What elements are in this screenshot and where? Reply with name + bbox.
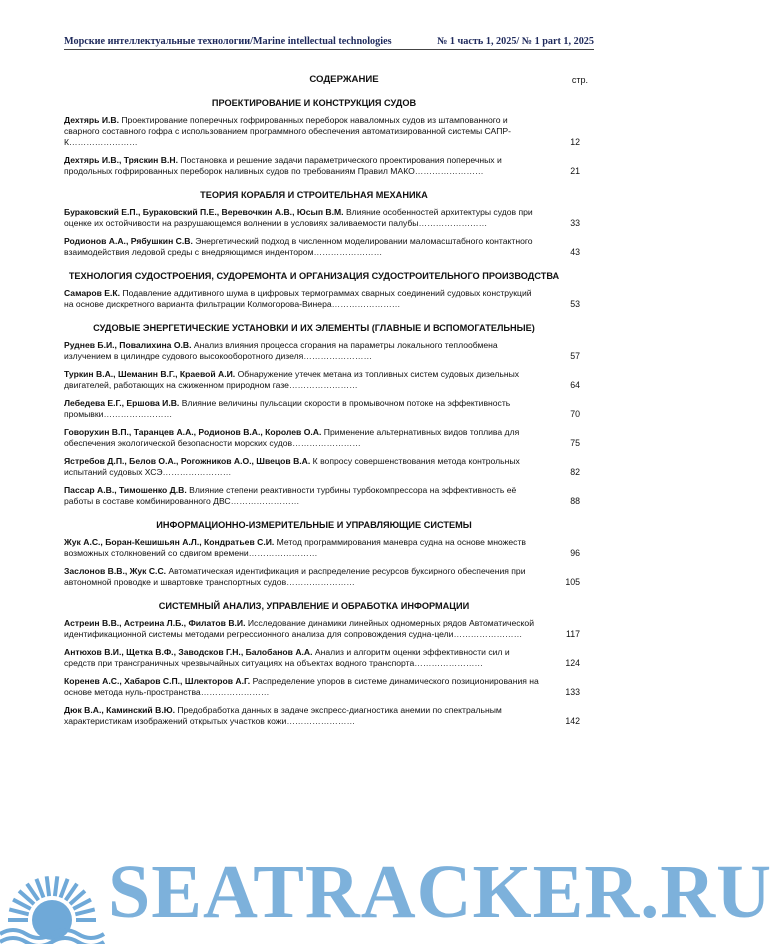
entry-title: К вопросу совершенствования метода контрольных испытаний судовых ХСЭ bbox=[64, 456, 520, 477]
toc-entry[interactable] bbox=[64, 485, 594, 507]
entry-page-number: 82 bbox=[570, 467, 580, 477]
toc-sections bbox=[64, 98, 594, 740]
sun-ray bbox=[9, 909, 28, 914]
toc-entry[interactable] bbox=[64, 537, 594, 559]
leader-dots: …………………… bbox=[414, 166, 484, 176]
journal-header bbox=[64, 36, 594, 48]
section-spacer bbox=[64, 734, 594, 740]
sun-ray bbox=[75, 909, 94, 914]
entry-authors: Пассар А.В., Тимошенко Д.В. bbox=[64, 485, 187, 495]
entry-authors: Дехтярь И.В., Тряскин В.Н. bbox=[64, 155, 178, 165]
toc-entry[interactable] bbox=[64, 236, 594, 258]
entry-page-number: 57 bbox=[570, 351, 580, 361]
leader-dots: …………………… bbox=[200, 687, 270, 697]
leader-dots: …………………… bbox=[288, 380, 358, 390]
toc-heading bbox=[64, 74, 594, 98]
toc-entry[interactable] bbox=[64, 288, 594, 310]
toc-entry[interactable] bbox=[64, 618, 594, 640]
leader-dots: …………………… bbox=[292, 438, 361, 448]
header-divider bbox=[64, 49, 594, 50]
entry-authors: Заслонов В.В., Жук С.С. bbox=[64, 566, 167, 576]
entry-title: Анализ и алгоритм оценки эффективности сил и средств при трансграничных чрезвычайных ситуациях на объектах водного транспорта bbox=[64, 647, 510, 668]
toc-entry[interactable] bbox=[64, 115, 594, 148]
entry-title: Влияние особенностей архитектуры судов при оценке их остойчивости на разрушающемся волнении в условиях заливаемости палубы bbox=[64, 207, 533, 228]
entry-title: Метод программирования маневра судна на основе множеств возможных столкновений со сдвигом времени bbox=[64, 537, 526, 558]
leader-dots: …………………… bbox=[230, 496, 300, 506]
issue-number: № 1 часть 1, 2025/ № 1 part 1, 2025 bbox=[437, 36, 594, 47]
table-of-contents bbox=[64, 74, 594, 740]
entry-page-number: 75 bbox=[570, 438, 580, 448]
entry-page-number: 21 bbox=[570, 166, 580, 176]
sun-ray bbox=[36, 879, 43, 898]
leader-dots: …………………… bbox=[248, 548, 318, 558]
leader-dots: …………………… bbox=[286, 577, 355, 587]
entry-authors: Дехтярь И.В. bbox=[64, 115, 119, 125]
entry-page-number: 43 bbox=[570, 247, 580, 257]
leader-dots: …………………… bbox=[286, 716, 356, 726]
sun-ray bbox=[47, 876, 49, 896]
entry-page-number: 142 bbox=[565, 716, 580, 726]
toc-entry[interactable] bbox=[64, 207, 594, 229]
entry-title: Исследование динамики линейных одномерных рядов Автоматической идентификационной системы методами регрессионного анализа для сопровождения судна-цели bbox=[64, 618, 534, 639]
entry-title: Предобработка данных в задаче экспресс-диагностика анемии по спектральным характеристикам изображений открытых участков кожи bbox=[64, 705, 502, 726]
entry-page-number: 105 bbox=[565, 577, 580, 587]
leader-dots: …………………… bbox=[103, 409, 173, 419]
section-title: ТЕОРИЯ КОРАБЛЯ И СТРОИТЕЛЬНАЯ МЕХАНИКА bbox=[200, 190, 428, 200]
entry-page-number: 96 bbox=[570, 548, 580, 558]
entry-authors: Жук А.С., Боран-Кешишьян А.Л., Кондратьев С.И. bbox=[64, 537, 275, 547]
entry-page-number: 33 bbox=[570, 218, 580, 228]
entry-page-number: 117 bbox=[565, 629, 580, 639]
sun-ray bbox=[55, 876, 57, 896]
toc-entry[interactable] bbox=[64, 647, 594, 669]
entry-authors: Самаров Е.К. bbox=[64, 288, 121, 298]
sun-ray bbox=[61, 879, 68, 898]
entry-authors: Антюхов В.И., Щетка В.Ф., Заводсков Г.Н., Балобанов А.А. bbox=[64, 647, 313, 657]
toc-entry[interactable] bbox=[64, 705, 594, 727]
toc-entry[interactable] bbox=[64, 427, 594, 449]
toc-title: СОДЕРЖАНИЕ bbox=[309, 74, 379, 85]
leader-dots: …………………… bbox=[303, 351, 373, 361]
entry-title: Обнаружение утечек метана из топливных систем судовых дизельных двигателей, работающих на сжиженном природном газе bbox=[64, 369, 520, 390]
entry-page-number: 133 bbox=[565, 687, 580, 697]
entry-title: Применение альтернативных видов топлива для обеспечения экологической безопасности морских судов bbox=[64, 427, 520, 448]
entry-title: Анализ влияния процесса сгорания на параметры локального теплообмена излучением в цилиндре судового высокооборотного дизеля bbox=[64, 340, 498, 361]
toc-entry[interactable] bbox=[64, 676, 594, 698]
entry-authors: Дюк В.А., Каминский В.Ю. bbox=[64, 705, 175, 715]
entry-title: Подавление аддитивного шума в цифровых термограммах сварных соединений судовых конструкций на основе дискретного варианта фильтрации Колмогорова-Винера bbox=[64, 288, 532, 309]
entry-title: Проектирование поперечных гофрированных переборок наваломных судов из штампованного и сварного составного гофра с использованием программного обеспечения автоматизированной системы САПР-К bbox=[64, 115, 511, 147]
entry-page-number: 70 bbox=[570, 409, 580, 419]
entry-page-number: 88 bbox=[570, 496, 580, 506]
leader-dots: …………………… bbox=[162, 467, 232, 477]
toc-entry[interactable] bbox=[64, 369, 594, 391]
toc-entry[interactable] bbox=[64, 155, 594, 177]
page-column-label: стр. bbox=[571, 75, 588, 85]
entry-authors: Астреин В.В., Астреина Л.Б., Филатов В.И. bbox=[64, 618, 246, 628]
section-title: СУДОВЫЕ ЭНЕРГЕТИЧЕСКИЕ УСТАНОВКИ И ИХ ЭЛЕМЕНТЫ (ГЛАВНЫЕ И ВСПОМОГАТЕЛЬНЫЕ) bbox=[93, 323, 535, 333]
section-title: ТЕХНОЛОГИЯ СУДОСТРОЕНИЯ, СУДОРЕМОНТА И ОРГАНИЗАЦИЯ СУДОСТРОИТЕЛЬНОГО ПРОИЗВОДСТВА bbox=[68, 271, 560, 281]
entry-authors: Туркин В.А., Шеманин В.Г., Краевой А.И. bbox=[64, 369, 236, 379]
toc-entry[interactable] bbox=[64, 566, 594, 588]
toc-entry[interactable] bbox=[64, 398, 594, 420]
entry-title: Постановка и решение задачи параметрического проектирования поперечных и продольных гофрированных переборок наливных судов по требованиям Правил МАКО bbox=[64, 155, 502, 176]
leader-dots: …………………… bbox=[331, 299, 401, 309]
toc-entry[interactable] bbox=[64, 340, 594, 362]
leader-dots: …………………… bbox=[69, 137, 138, 147]
journal-title: Морские интеллектуальные технологии/Marine intellectual technologies bbox=[64, 36, 392, 47]
entry-title: Влияние величины пульсации скорости в промывочном потоке на эффективность промывки bbox=[64, 398, 511, 419]
entry-authors: Ястребов Д.П., Белов О.А., Рогожников А.О., Швецов В.А. bbox=[64, 456, 311, 466]
leader-dots: …………………… bbox=[313, 247, 383, 257]
section-title: ИНФОРМАЦИОННО-ИЗМЕРИТЕЛЬНЫЕ И УПРАВЛЯЮЩИЕ СИСТЕМЫ bbox=[156, 520, 472, 530]
entry-page-number: 53 bbox=[570, 299, 580, 309]
entry-authors: Родионов А.А., Рябушкин С.В. bbox=[64, 236, 193, 246]
entry-title: Энергетический подход в численном моделировании маломасштабного контактного взаимодействия ледовой среды с внедряющимся индентором bbox=[64, 236, 533, 257]
entry-page-number: 124 bbox=[565, 658, 580, 668]
entry-authors: Лебедева Е.Г., Ершова И.В. bbox=[64, 398, 180, 408]
leader-dots: …………………… bbox=[418, 218, 488, 228]
entry-authors: Говорухин В.П., Таранцев А.А., Родионов В.А., Королев О.А. bbox=[64, 427, 322, 437]
section-title: СИСТЕМНЫЙ АНАЛИЗ, УПРАВЛЕНИЕ И ОБРАБОТКА ИНФОРМАЦИИ bbox=[158, 601, 470, 611]
section-title: ПРОЕКТИРОВАНИЕ И КОНСТРУКЦИЯ СУДОВ bbox=[211, 98, 417, 108]
leader-dots: …………………… bbox=[414, 658, 483, 668]
entry-page-number: 64 bbox=[570, 380, 580, 390]
entry-title: Распределение упоров в системе динамического позиционирования на основе метода нуль-пространства bbox=[64, 676, 539, 697]
entry-authors: Коренев А.С., Хабаров С.П., Шлекторов А.Г. bbox=[64, 676, 251, 686]
entry-authors: Бураковский Е.П., Бураковский П.Е., Веревочкин А.В., Юсып В.М. bbox=[64, 207, 344, 217]
entry-title: Влияние степени реактивности турбины турбокомпрессора на эффективность её работы в составе комбинированного ДВС bbox=[64, 485, 517, 506]
toc-entry[interactable] bbox=[64, 456, 594, 478]
entry-authors: Руднев Б.И., Повалихина О.В. bbox=[64, 340, 192, 350]
entry-page-number: 12 bbox=[570, 137, 580, 147]
leader-dots: …………………… bbox=[453, 629, 523, 639]
watermark-text: SEATRACKER.RU bbox=[108, 850, 772, 934]
entry-title: Автоматическая идентификация и распределение ресурсов буксирного обеспечения при автономной проводке и швартовке транспортных судов bbox=[64, 566, 526, 587]
